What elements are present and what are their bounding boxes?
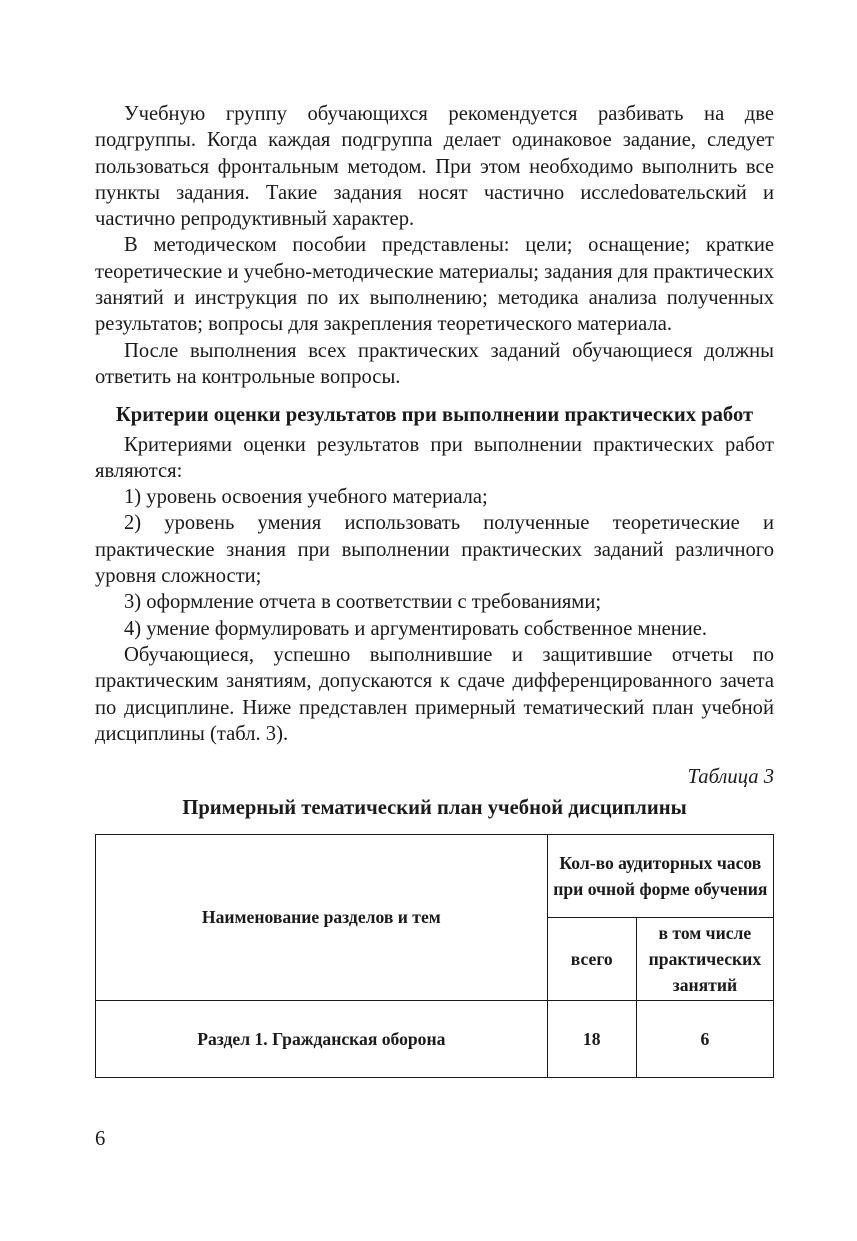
header-total: всего	[547, 917, 636, 1000]
paragraph: В методическом пособии представлены: цели; оснащение; краткие теоретические и учебно-методические материалы; задания для практических занятий и инструкция по их выполнению; методика анализа полученных результатов; вопросы для закрепления теоретического материала.	[95, 234, 774, 336]
header-classroom-hours: Кол-во аудиторных часов при очной форме обучения	[547, 834, 773, 917]
list-item: 1) уровень освоения учебного материала;	[124, 486, 488, 509]
table-row	[96, 1000, 774, 1077]
paragraph: Учебную группу обучающихся рекомендуется разбивать на две подгруппы. Когда каждая подгруппа делает одинаковое задание, следует пользоваться фронтальным методом. При этом необходимо выполнить все пункты задания. Такие задания носят частично исслеdовательский и частично репродуктивный характер.	[95, 103, 774, 231]
thematic-plan-table	[95, 834, 774, 1078]
table-title: Примерный тематический план учебной дисциплины	[182, 797, 687, 820]
row-total-hours: 18	[547, 1000, 636, 1077]
paragraph: Критериями оценки результатов при выполнении практических работ являются:	[95, 433, 774, 482]
header-section-name: Наименование разделов и тем	[96, 834, 548, 1000]
list-item: 3) оформление отчета в соответствии с требованиями;	[124, 591, 602, 614]
paragraph: После выполнения всех практических заданий обучающиеся должны ответить на контрольные вопросы.	[95, 339, 774, 388]
section-heading: Критерии оценки результатов при выполнении практических работ	[115, 404, 754, 427]
list-item: 2) уровень умения использовать полученные теоретические и практические знания при выполнении практических заданий различного уровня сложности;	[95, 512, 774, 588]
row-section-name: Раздел 1. Гражданская оборона	[96, 1000, 548, 1077]
header-practice: в том числе практических занятий	[636, 917, 773, 1000]
page-content	[95, 101, 774, 1078]
row-practice-hours: 6	[636, 1000, 773, 1077]
page-number: 6	[95, 1128, 106, 1150]
table-label: Таблица 3	[687, 766, 774, 789]
list-item: 4) умение формулировать и аргументировать собственное мнение.	[124, 617, 708, 640]
paragraph: Обучающиеся, успешно выполнившие и защитившие отчеты по практическим занятиям, допускаются к сдаче дифференцированного зачета по дисциплине. Ниже представлен примерный тематический план учебной дисциплины (табл. 3).	[95, 643, 774, 745]
